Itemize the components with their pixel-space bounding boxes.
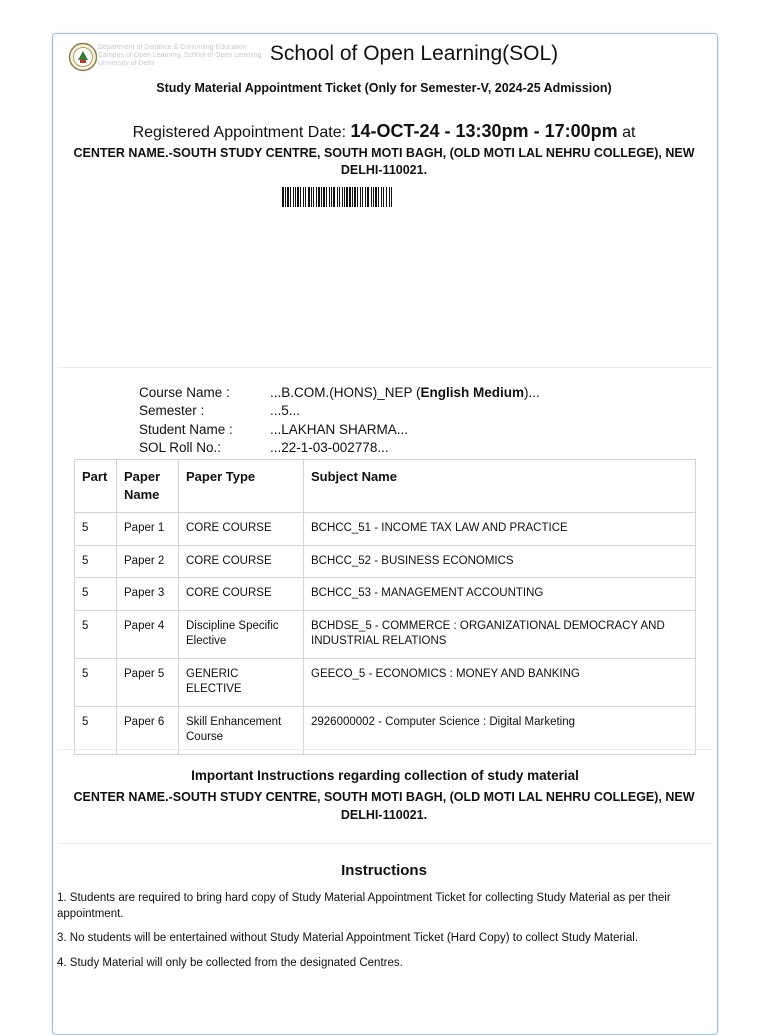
student-name-label: Student Name : [139,422,233,437]
barcode-bar [297,187,299,207]
table-cell: BCHCC_51 - INCOME TAX LAW AND PRACTICE [304,513,696,546]
appointment-label: Registered Appointment Date: [132,124,347,141]
important-instructions-heading: Important Instructions regarding collection of study material [191,768,579,783]
barcode-bar [287,187,289,207]
barcode-bar [365,187,366,207]
table-row [75,706,696,754]
barcode-bar [295,187,296,207]
semester-label: Semester : [139,403,205,418]
barcode-bar [303,187,304,207]
barcode-bar [381,187,382,207]
barcode-bar [333,187,335,207]
table-row [75,578,696,611]
barcode-bar [375,187,377,207]
appointment-date [0,121,768,142]
table-row [75,545,696,578]
ticket-subtitle: Study Material Appointment Ticket (Only for Semester-V, 2024-25 Admission) [156,81,612,95]
barcode-bar [391,187,392,207]
barcode-bar [386,187,387,207]
barcode-bar [305,187,306,207]
student-name-value: ...LAKHAN SHARMA... [270,422,409,437]
table-cell: GEECO_5 - ECONOMICS : MONEY AND BANKING [304,658,696,706]
table-cell: 5 [75,610,117,658]
barcode-bar [285,187,286,207]
instructions-title: Instructions [341,862,427,879]
barcode-bar [371,187,372,207]
barcode-bar [360,187,361,207]
barcode-bar [311,187,312,207]
roll-label: SOL Roll No.: [139,440,222,455]
barcode-bar [316,187,317,207]
barcode-bar [346,187,348,207]
semester-value: ...5... [270,403,301,418]
barcode-bar [308,187,310,207]
course-label: Course Name : [139,385,230,400]
course-medium: English Medium [420,385,525,400]
course-prefix: ...B.COM.(HONS)_NEP ( [270,385,421,400]
appointment-datetime: 14-OCT-24 - 13:30pm - 17:00pm [350,121,618,141]
course-value [270,385,540,400]
barcode-bar [282,187,284,207]
table-cell: 2926000002 - Computer Science : Digital Marketing [304,706,696,754]
barcode-bar [339,187,340,207]
table-cell: Paper 1 [117,513,179,546]
barcode-bar [293,187,294,207]
table-row [75,513,696,546]
barcode-bar [326,187,327,207]
logo-caption-line: University of Delhi [98,60,155,67]
barcode-bar [373,187,374,207]
table-cell: Paper 4 [117,610,179,658]
table-cell: CORE COURSE [179,513,304,546]
table-row [75,658,696,706]
barcode-bar [349,187,351,207]
divider [58,843,712,844]
table-cell: Paper 6 [117,706,179,754]
barcode-bar [313,187,314,207]
table-row [75,610,696,658]
barcode-bar [389,187,390,207]
logo-caption-line: Department of Distance & Continuing Education [98,44,247,51]
barcode-bar [300,187,301,207]
center-name: CENTER NAME.-SOUTH STUDY CENTRE, SOUTH MOTI BAGH, (OLD MOTI LAL NEHRU COLLEGE), NEW DELHI-110021. [73,146,695,177]
table-cell: BCHCC_53 - MANAGEMENT ACCOUNTING [304,578,696,611]
appointment-suffix: at [622,124,636,141]
table-cell: Paper 3 [117,578,179,611]
instructions-list [57,891,707,980]
logo-caption-line: Campus of Open Learning, School of Open Learning [98,52,262,59]
column-header: Subject Name [304,460,696,513]
barcode-bar [323,187,325,207]
table-cell: Paper 5 [117,658,179,706]
barcode-bar [357,187,358,207]
table-cell: CORE COURSE [179,545,304,578]
roll-value: ...22-1-03-002778... [270,440,389,455]
papers-table [74,459,696,755]
instruction-item: 4. Study Material will only be collected from the designated Centres. [57,956,403,969]
table-header-row [75,460,696,513]
table-cell: 5 [75,658,117,706]
barcode-bar [318,187,320,207]
table-cell: CORE COURSE [179,578,304,611]
barcode-bar [290,187,291,207]
barcode-bar [344,187,345,207]
column-header: Part [75,460,117,513]
barcode-bar [331,187,332,207]
table-cell: 5 [75,578,117,611]
barcode-bar [329,187,330,207]
table-cell: BCHDSE_5 - COMMERCE : ORGANIZATIONAL DEMOCRACY AND INDUSTRIAL RELATIONS [304,610,696,658]
barcode-bar [352,187,353,207]
barcode-bar [367,187,369,207]
table-cell: BCHCC_52 - BUSINESS ECONOMICS [304,545,696,578]
column-header: Paper Name [117,460,179,513]
column-header: Paper Type [179,460,304,513]
instruction-item: 3. No students will be entertained without Study Material Appointment Ticket (Hard Copy) to collect Study Material. [57,932,639,944]
barcode [282,187,468,207]
barcode-bar [383,187,384,207]
table-cell: 5 [75,513,117,546]
table-cell: Discipline Specific Elective [179,610,304,658]
barcode-bar [362,187,363,207]
table-cell: Skill Enhancement Course [179,706,304,754]
collection-center-name: CENTER NAME.-SOUTH STUDY CENTRE, SOUTH MOTI BAGH, (OLD MOTI LAL NEHRU COLLEGE), NEW DELHI-110021. [73,790,695,822]
barcode-bar [354,187,356,207]
table-cell: 5 [75,545,117,578]
table-cell: Paper 2 [117,545,179,578]
divider [58,367,712,368]
page-title: School of Open Learning(SOL) [269,42,559,65]
barcode-bar [321,187,322,207]
course-suffix: )... [524,385,540,400]
instruction-item: 1. Students are required to bring hard copy of Study Material Appointment Ticket for collecting Study Material as per their appointment. [57,892,671,920]
table-cell: 5 [75,706,117,754]
barcode-bar [342,187,343,207]
table-cell: GENERIC ELECTIVE [179,658,304,706]
barcode-bar [337,187,338,207]
barcode-bar [378,187,379,207]
divider [58,749,712,750]
